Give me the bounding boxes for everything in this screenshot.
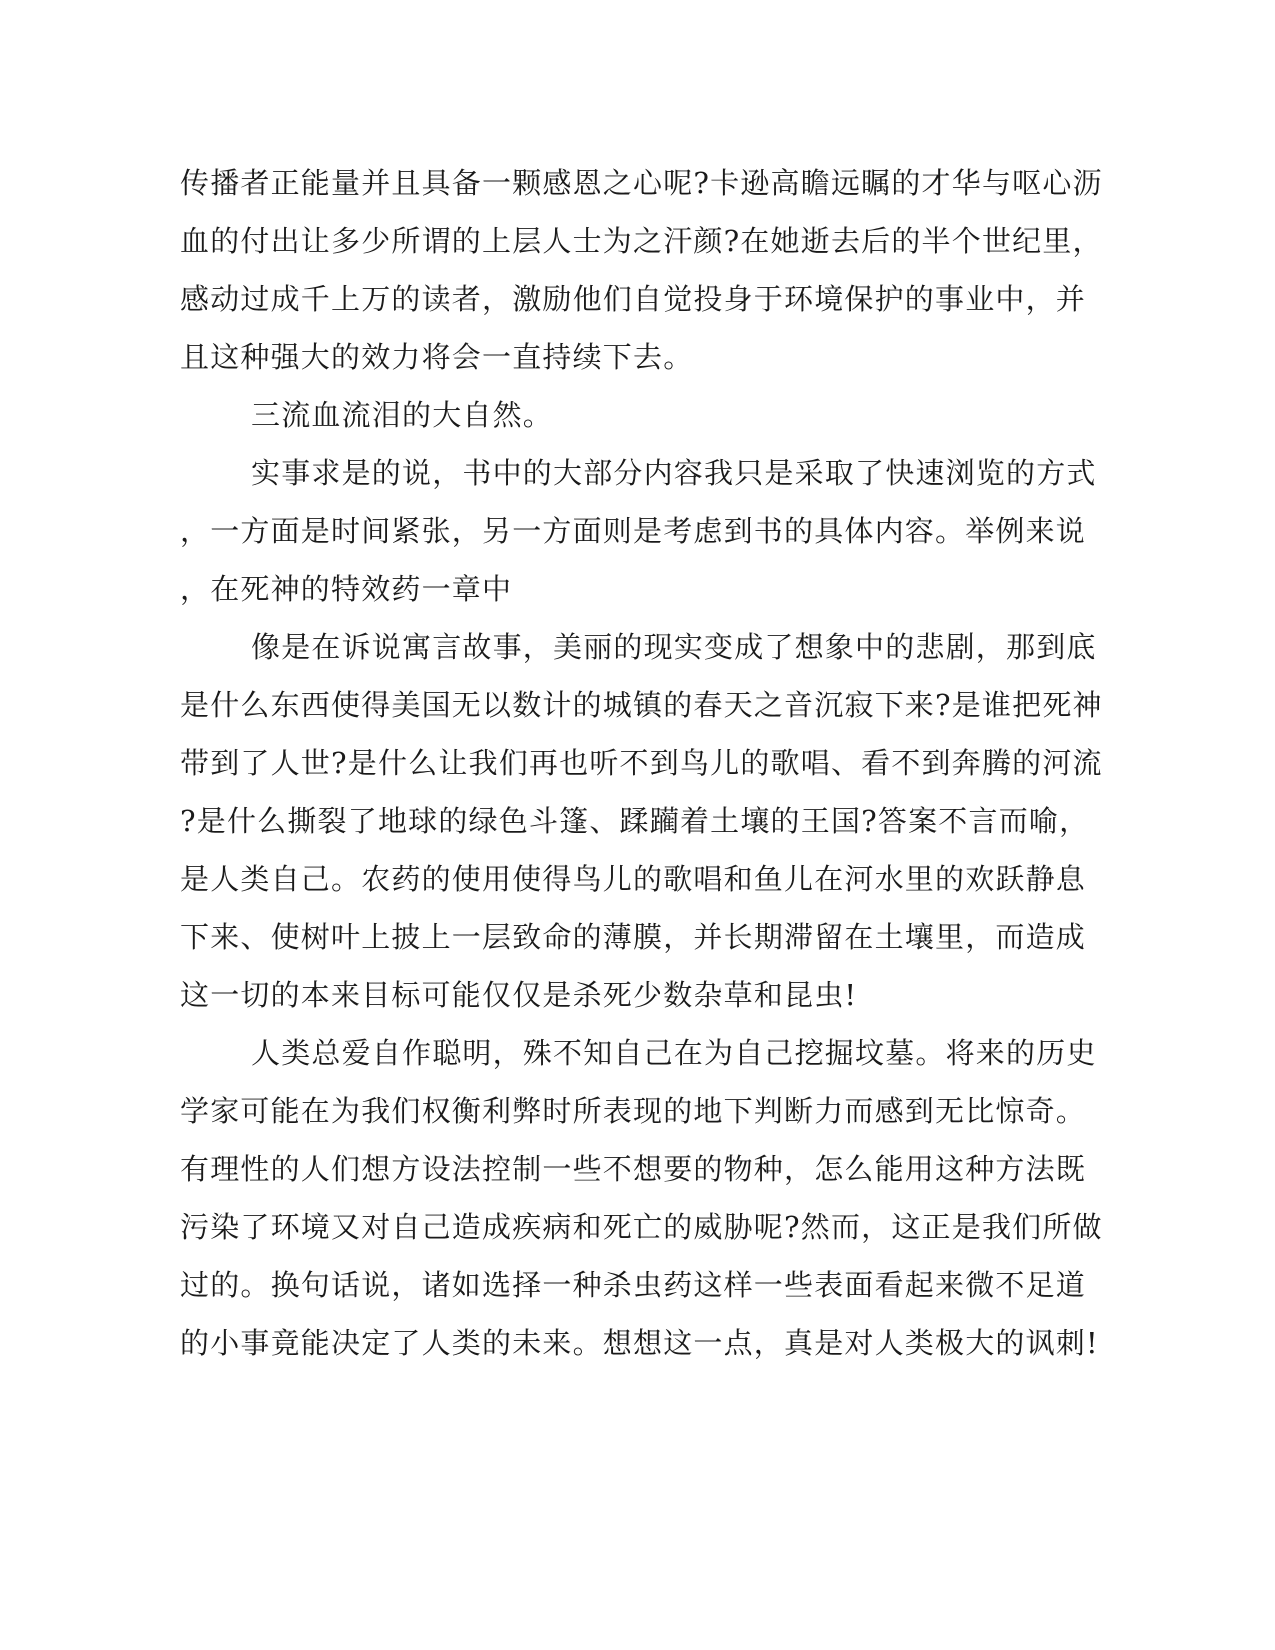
text-line: 这一切的本来目标可能仅仅是杀死少数杂草和昆虫! (180, 978, 858, 1012)
text-line: 的小事竟能决定了人类的未来。想想这一点，真是对人类极大的讽刺! (180, 1326, 1099, 1360)
section-heading: 三流血流泪的大自然。 (251, 398, 554, 432)
text-line: ，一方面是时间紧张，另一方面则是考虑到书的具体内容。举例来说 (180, 514, 1087, 548)
text-line: 传播者正能量并且具备一颗感恩之心呢?卡逊高瞻远瞩的才华与呕心沥 (180, 166, 1103, 200)
text-line: 有理性的人们想方设法控制一些不想要的物种，怎么能用这种方法既 (180, 1152, 1087, 1186)
text-line: 是人类自己。农药的使用使得鸟儿的歌唱和鱼儿在河水里的欢跃静息 (180, 862, 1087, 896)
text-line: 像是在诉说寓言故事，美丽的现实变成了想象中的悲剧，那到底 (251, 630, 1097, 664)
text-line: 实事求是的说，书中的大部分内容我只是采取了快速浏览的方式 (251, 456, 1097, 490)
text-line: 带到了人世?是什么让我们再也听不到鸟儿的歌唱、看不到奔腾的河流 (180, 746, 1103, 780)
text-line: 人类总爱自作聪明，殊不知自己在为自己挖掘坟墓。将来的历史 (251, 1036, 1097, 1070)
text-line: 感动过成千上万的读者，激励他们自觉投身于环境保护的事业中，并 (180, 282, 1087, 316)
text-line: 过的。换句话说，诸如选择一种杀虫药这样一些表面看起来微不足道 (180, 1268, 1087, 1302)
text-line: 学家可能在为我们权衡利弊时所表现的地下判断力而感到无比惊奇。 (180, 1094, 1087, 1128)
text-line: ，在死神的特效药一章中 (180, 572, 513, 606)
text-line: 且这种强大的效力将会一直持续下去。 (180, 340, 694, 374)
text-line: 血的付出让多少所谓的上层人士为之汗颜?在她逝去后的半个世纪里， (180, 224, 1103, 258)
text-line: 是什么东西使得美国无以数计的城镇的春天之音沉寂下来?是谁把死神 (180, 688, 1103, 722)
text-line: ?是什么撕裂了地球的绿色斗篷、蹂躏着土壤的王国?答案不言而喻， (180, 804, 1090, 838)
text-line: 污染了环境又对自己造成疾病和死亡的威胁呢?然而，这正是我们所做 (180, 1210, 1103, 1244)
text-line: 下来、使树叶上披上一层致命的薄膜，并长期滞留在土壤里，而造成 (180, 920, 1087, 954)
